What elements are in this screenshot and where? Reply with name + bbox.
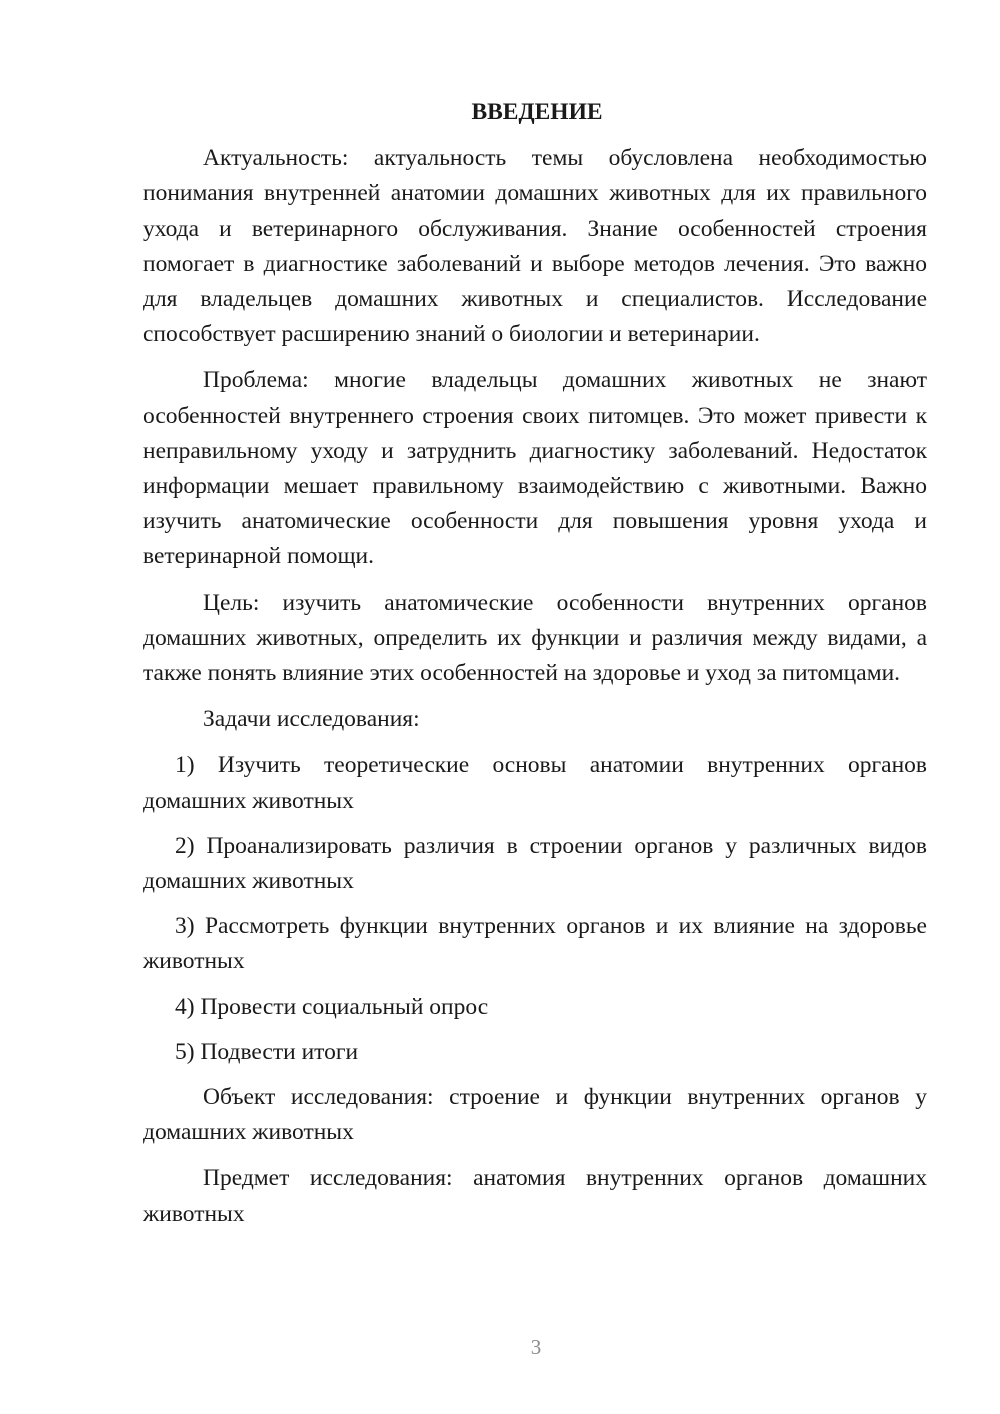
task-item-5: 5) Подвести итоги — [175, 1038, 359, 1065]
paragraph-goal: Цель: изучить анатомические особенности внутренних органов домашних животных, определить их функции и различия между видами, а также понять влияние этих особенностей на здоровье и уход за питомцами. — [143, 589, 927, 687]
page-content — [143, 95, 927, 1243]
paragraph-problem: Проблема: многие владельцы домашних животных не знают особенностей внутреннего строения своих питомцев. Это может привести к неправильному уходу и затруднить диагностику заболеваний. Недостаток информации мешает правильному взаимодействию с животными. Важно изучить анатомические особенности для повышения уровня ухода и ветеринарной помощи. — [143, 367, 927, 570]
task-item-4: 4) Провести социальный опрос — [175, 993, 489, 1020]
task-item-2: 2) Проанализировать различия в строении органов у различных видов домашних животных — [143, 832, 927, 895]
paragraph-relevance: Актуальность: актуальность темы обусловлена необходимостью понимания внутренней анатомии домашних животных для их правильного ухода и ветеринарного обслуживания. Знание особенностей строения помогает в диагностике заболеваний и выборе методов лечения. Это важно для владельцев домашних животных и специалистов. Исследование способствует расширению знаний о биологии и ветеринарии. — [143, 145, 927, 348]
page-number: 3 — [530, 1335, 542, 1359]
paragraph-tasks-heading: Задачи исследования: — [203, 706, 420, 733]
section-title: ВВЕДЕНИЕ — [471, 99, 603, 125]
paragraph-object: Объект исследования: строение и функции внутренних органов у домашних животных — [143, 1084, 927, 1146]
task-item-1: 1) Изучить теоретические основы анатомии внутренних органов домашних животных — [143, 752, 927, 814]
paragraph-subject: Предмет исследования: анатомия внутренних органов домашних животных — [143, 1165, 927, 1227]
task-item-3: 3) Рассмотреть функции внутренних органов и их влияние на здоровье животных — [143, 913, 927, 975]
